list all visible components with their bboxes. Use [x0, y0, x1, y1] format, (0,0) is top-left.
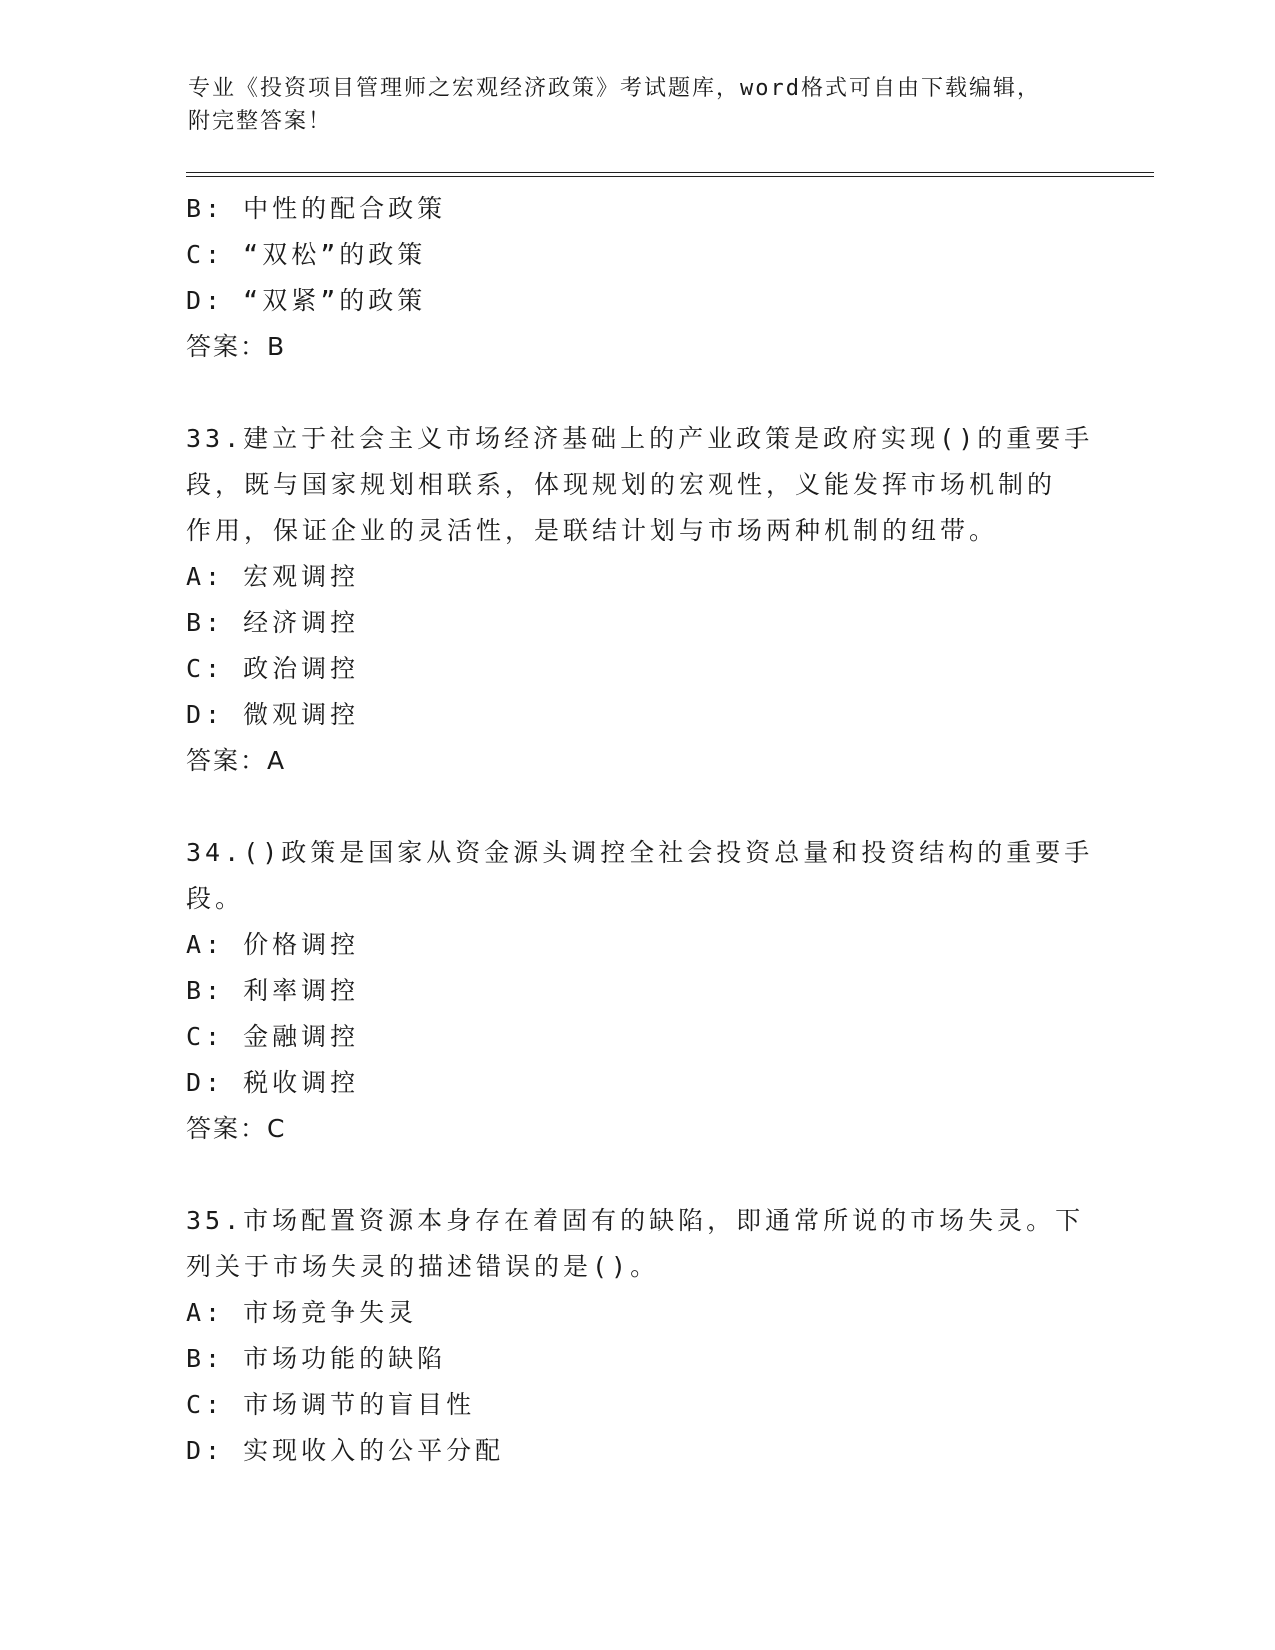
option-c: C: “双松”的政策 [186, 240, 427, 269]
option-a: A: 价格调控 [186, 930, 360, 959]
question-stem-line: 列关于市场失灵的描述错误的是()。 [186, 1252, 660, 1281]
question-33 [186, 416, 1094, 784]
option-b: B: 中性的配合政策 [186, 194, 447, 223]
option-d: D: “双紧”的政策 [186, 286, 427, 315]
answer-text: 答案：B [186, 332, 287, 361]
option-c: C: 政治调控 [186, 654, 360, 683]
option-d: D: 实现收入的公平分配 [186, 1436, 505, 1465]
answer-text: 答案：A [186, 746, 287, 775]
page-header [188, 72, 1088, 138]
question-35 [186, 1198, 1086, 1474]
question-stem-line: 33.建立于社会主义市场经济基础上的产业政策是政府实现()的重要手 [186, 424, 1094, 453]
question-34 [186, 830, 1094, 1152]
question-stem-line: 段。 [186, 884, 245, 913]
option-c: C: 金融调控 [186, 1022, 360, 1051]
option-b: B: 利率调控 [186, 976, 360, 1005]
option-d: D: 税收调控 [186, 1068, 360, 1097]
question-stem-line: 35.市场配置资源本身存在着固有的缺陷，即通常所说的市场失灵。下 [186, 1206, 1085, 1235]
option-b: B: 市场功能的缺陷 [186, 1344, 447, 1373]
question-stem-line: 34.()政策是国家从资金源头调控全社会投资总量和投资结构的重要手 [186, 838, 1094, 867]
option-d: D: 微观调控 [186, 700, 360, 729]
header-line-1: 专业《投资项目管理师之宏观经济政策》考试题库，word格式可自由下载编辑， [188, 76, 1041, 101]
header-rule-bottom [186, 176, 1154, 177]
option-a: A: 宏观调控 [186, 562, 360, 591]
option-b: B: 经济调控 [186, 608, 360, 637]
question-stem-line: 段，既与国家规划相联系，体现规划的宏观性，义能发挥市场机制的 [186, 470, 1057, 499]
question-content [186, 186, 1094, 1474]
header-rule-top [186, 172, 1154, 173]
question-32-continued [186, 186, 1086, 370]
header-line-2: 附完整答案！ [188, 109, 333, 134]
option-a: A: 市场竞争失灵 [186, 1298, 418, 1327]
option-c: C: 市场调节的盲目性 [186, 1390, 476, 1419]
question-stem-line: 作用，保证企业的灵活性，是联结计划与市场两种机制的纽带。 [186, 516, 999, 545]
answer-text: 答案：C [186, 1114, 287, 1143]
